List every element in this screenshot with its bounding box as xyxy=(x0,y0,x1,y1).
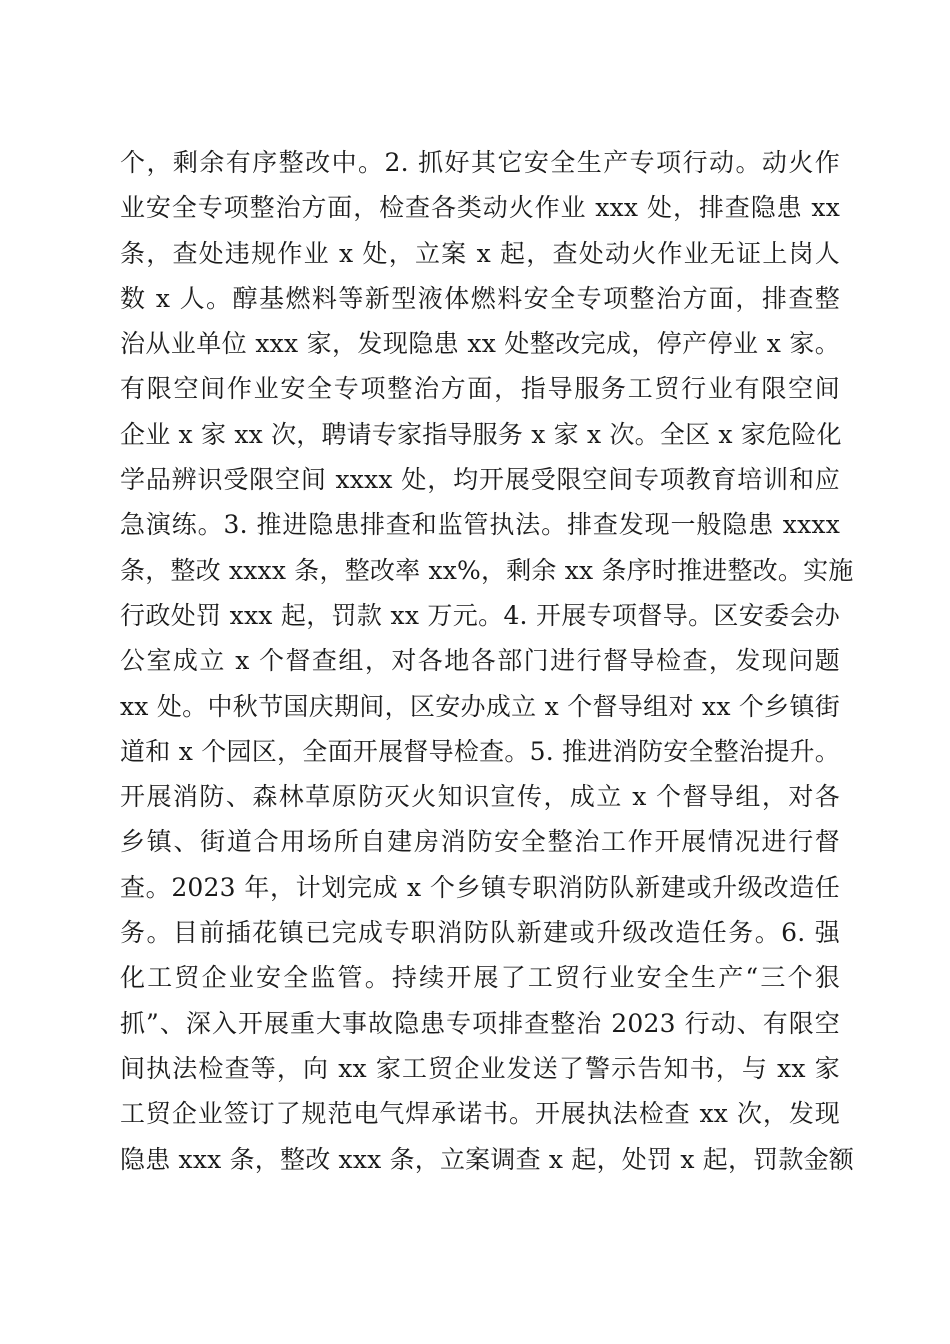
text-line: 条，查处违规作业 x 处，立案 x 起，查处动火作业无证上岗人 xyxy=(120,238,841,268)
text-line: 务。目前插花镇已完成专职消防队新建或升级改造任务。6. 强 xyxy=(120,918,840,948)
text-line: 行政处罚 xxx 起，罚款 xx 万元。4. 开展专项督导。区安委会办 xyxy=(120,600,840,630)
text-line: 公室成立 x 个督查组，对各地各部门进行督导检查，发现问题 xyxy=(120,646,840,676)
text-line: 化工贸企业安全监管。持续开展了工贸行业安全生产“三个狠 xyxy=(120,963,840,993)
text-line: 数 x 人。醇基燃料等新型液体燃料安全专项整治方面，排查整 xyxy=(120,283,840,313)
text-line: 隐患 xxx 条，整改 xxx 条，立案调查 x 起，处罚 x 起，罚款金额 xyxy=(120,1144,854,1174)
text-line: 间执法检查等，向 xx 家工贸企业发送了警示告知书，与 xx 家 xyxy=(120,1053,840,1083)
text-line: 有限空间作业安全专项整治方面，指导服务工贸行业有限空间 xyxy=(120,374,840,404)
text-line: 开展消防、森林草原防灭火知识宣传，成立 x 个督导组，对各 xyxy=(120,782,840,812)
text-line: 急演练。3. 推进隐患排查和监管执法。排查发现一般隐患 xxxx xyxy=(120,510,840,540)
text-line: 治从业单位 xxx 家，发现隐患 xx 处整改完成，停产停业 x 家。 xyxy=(120,329,840,359)
text-line: 抓”、深入开展重大事故隐患专项排查整治 2023 行动、有限空 xyxy=(120,1008,840,1038)
text-line: 企业 x 家 xx 次，聘请专家指导服务 x 家 x 次。全区 x 家危险化 xyxy=(120,419,842,449)
body-paragraph xyxy=(120,140,854,1182)
text-line: 条，整改 xxxx 条，整改率 xx%，剩余 xx 条序时推进整改。实施 xyxy=(120,555,854,585)
text-line: 业安全专项整治方面，检查各类动火作业 xxx 处，排查隐患 xx xyxy=(120,193,840,223)
text-line: 学品辨识受限空间 xxxx 处，均开展受限空间专项教育培训和应 xyxy=(120,465,840,495)
text-line: 个，剩余有序整改中。2. 抓好其它安全生产专项行动。动火作 xyxy=(120,148,840,177)
text-line: xx 处。中秋节国庆期间，区安办成立 x 个督导组对 xx 个乡镇街 xyxy=(120,691,840,721)
text-line: 查。2023 年，计划完成 x 个乡镇专职消防队新建或升级改造任 xyxy=(120,872,840,902)
text-line: 工贸企业签订了规范电气焊承诺书。开展执法检查 xx 次，发现 xyxy=(120,1099,840,1129)
text-line: 乡镇、街道合用场所自建房消防安全整治工作开展情况进行督 xyxy=(120,827,840,857)
text-line: 道和 x 个园区，全面开展督导检查。5. 推进消防安全整治提升。 xyxy=(120,736,840,766)
